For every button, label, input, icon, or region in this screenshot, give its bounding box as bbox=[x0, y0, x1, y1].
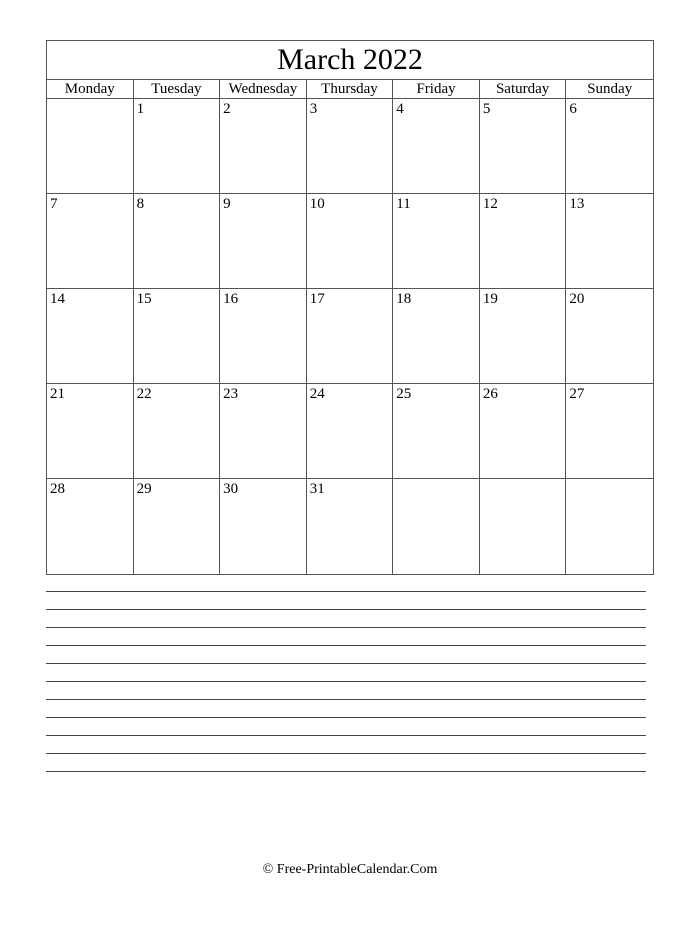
day-cell-18: 18 bbox=[393, 289, 480, 384]
day-cell-23: 23 bbox=[220, 384, 307, 479]
weekday-tuesday: Tuesday bbox=[134, 80, 221, 98]
day-cell-21: 21 bbox=[47, 384, 134, 479]
day-cell-9: 9 bbox=[220, 194, 307, 289]
weekday-friday: Friday bbox=[393, 80, 480, 98]
weekday-sunday: Sunday bbox=[587, 81, 633, 97]
weekday-header bbox=[47, 80, 653, 99]
note-line bbox=[46, 753, 646, 771]
empty-day-cell bbox=[393, 479, 480, 574]
weekday-monday: Monday bbox=[47, 80, 134, 98]
day-cell-30: 30 bbox=[220, 479, 307, 574]
day-cell-12: 12 bbox=[480, 194, 567, 289]
day-cell-14: 14 bbox=[47, 289, 134, 384]
day-cell-4: 4 bbox=[393, 99, 480, 194]
day-cell-28: 28 bbox=[47, 479, 134, 574]
day-cell-2: 2 bbox=[220, 99, 307, 194]
day-cell-24: 24 bbox=[307, 384, 394, 479]
day-cell-19: 19 bbox=[480, 289, 567, 384]
day-cell-31: 31 bbox=[307, 479, 394, 574]
day-cell-20: 20 bbox=[566, 289, 653, 384]
day-cell-10: 10 bbox=[307, 194, 394, 289]
note-line bbox=[46, 663, 646, 681]
weekday-thursday: Thursday bbox=[307, 80, 394, 98]
day-cell-25: 25 bbox=[393, 384, 480, 479]
weekday-wednesday: Wednesday bbox=[220, 80, 307, 98]
notes-lines bbox=[46, 591, 646, 789]
note-line bbox=[46, 771, 646, 789]
note-line bbox=[46, 645, 646, 663]
day-cell-11: 11 bbox=[393, 194, 480, 289]
empty-day-cell bbox=[480, 479, 567, 574]
day-cell-6: 6 bbox=[566, 99, 653, 194]
day-cell-7: 7 bbox=[47, 194, 134, 289]
day-cell-8: 8 bbox=[134, 194, 221, 289]
day-cell-15: 15 bbox=[134, 289, 221, 384]
note-line bbox=[46, 735, 646, 753]
note-line bbox=[46, 681, 646, 699]
day-cell-5: 5 bbox=[480, 99, 567, 194]
weekday-saturday: Saturday bbox=[480, 80, 567, 98]
day-cell-29: 29 bbox=[134, 479, 221, 574]
day-cell-13: 13 bbox=[566, 194, 653, 289]
calendar bbox=[46, 40, 654, 575]
day-cell-17: 17 bbox=[307, 289, 394, 384]
calendar-title: March 2022 bbox=[47, 41, 653, 80]
note-line bbox=[46, 591, 646, 609]
note-line bbox=[46, 609, 646, 627]
day-cell-3: 3 bbox=[307, 99, 394, 194]
day-cell-27: 27 bbox=[566, 384, 653, 479]
day-grid bbox=[47, 99, 653, 574]
day-cell-26: 26 bbox=[480, 384, 567, 479]
day-cell-1: 1 bbox=[134, 99, 221, 194]
note-line bbox=[46, 717, 646, 735]
day-cell-22: 22 bbox=[134, 384, 221, 479]
note-line bbox=[46, 627, 646, 645]
empty-day-cell bbox=[47, 99, 134, 194]
day-cell-16: 16 bbox=[220, 289, 307, 384]
empty-day-cell bbox=[566, 479, 653, 574]
footer-credit: © Free-PrintableCalendar.Com bbox=[262, 862, 438, 877]
note-line bbox=[46, 699, 646, 717]
